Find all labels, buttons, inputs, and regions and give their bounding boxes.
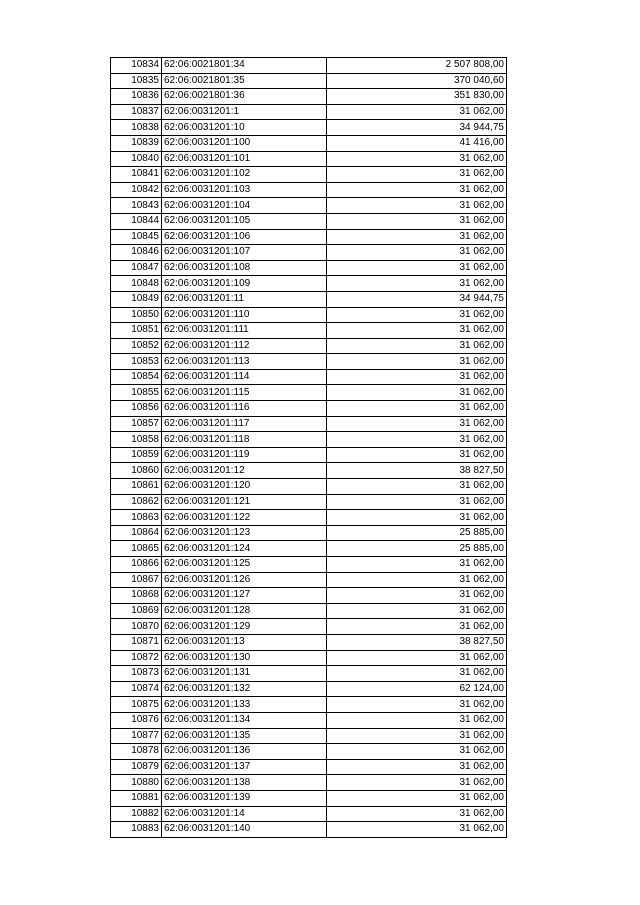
cadastral-number-cell: 62:06:0031201:104 xyxy=(162,198,327,214)
cadastral-value-cell: 41 416,00 xyxy=(327,135,507,151)
row-number-cell: 10872 xyxy=(111,650,162,666)
row-number-cell: 10868 xyxy=(111,588,162,604)
table-row xyxy=(111,634,507,650)
cadastral-number-cell: 62:06:0031201:133 xyxy=(162,697,327,713)
row-number-cell: 10844 xyxy=(111,213,162,229)
cadastral-number-cell: 62:06:0031201:121 xyxy=(162,494,327,510)
table-row xyxy=(111,401,507,417)
cadastral-value-cell: 31 062,00 xyxy=(327,603,507,619)
table-row xyxy=(111,494,507,510)
table-row xyxy=(111,432,507,448)
cadastral-value-cell: 31 062,00 xyxy=(327,167,507,183)
cadastral-number-cell: 62:06:0031201:131 xyxy=(162,666,327,682)
row-number-cell: 10850 xyxy=(111,307,162,323)
cadastral-value-cell: 31 062,00 xyxy=(327,354,507,370)
cadastral-value-cell: 31 062,00 xyxy=(327,697,507,713)
cadastral-value-cell: 31 062,00 xyxy=(327,822,507,838)
cadastral-number-cell: 62:06:0031201:100 xyxy=(162,135,327,151)
row-number-cell: 10878 xyxy=(111,744,162,760)
cadastral-number-cell: 62:06:0031201:129 xyxy=(162,619,327,635)
cadastral-value-cell: 25 885,00 xyxy=(327,525,507,541)
table-row xyxy=(111,557,507,573)
cadastral-number-cell: 62:06:0031201:113 xyxy=(162,354,327,370)
cadastral-value-cell: 34 944,75 xyxy=(327,120,507,136)
table-row xyxy=(111,525,507,541)
row-number-cell: 10865 xyxy=(111,541,162,557)
cadastral-value-cell: 31 062,00 xyxy=(327,447,507,463)
cadastral-value-cell: 31 062,00 xyxy=(327,759,507,775)
cadastral-number-cell: 62:06:0031201:132 xyxy=(162,681,327,697)
cadastral-number-cell: 62:06:0031201:130 xyxy=(162,650,327,666)
row-number-cell: 10846 xyxy=(111,245,162,261)
cadastral-value-cell: 31 062,00 xyxy=(327,728,507,744)
cadastral-number-cell: 62:06:0031201:111 xyxy=(162,323,327,339)
table-row xyxy=(111,120,507,136)
cadastral-number-cell: 62:06:0031201:114 xyxy=(162,369,327,385)
cadastral-value-cell: 31 062,00 xyxy=(327,229,507,245)
row-number-cell: 10838 xyxy=(111,120,162,136)
cadastral-value-cell: 31 062,00 xyxy=(327,213,507,229)
cadastral-number-cell: 62:06:0031201:126 xyxy=(162,572,327,588)
table-row xyxy=(111,229,507,245)
cadastral-value-cell: 31 062,00 xyxy=(327,806,507,822)
cadastral-value-cell: 38 827,50 xyxy=(327,634,507,650)
table-row xyxy=(111,213,507,229)
cadastral-number-cell: 62:06:0031201:10 xyxy=(162,120,327,136)
table-row xyxy=(111,650,507,666)
table-row xyxy=(111,619,507,635)
table-row xyxy=(111,510,507,526)
cadastral-number-cell: 62:06:0031201:107 xyxy=(162,245,327,261)
cadastral-value-cell: 34 944,75 xyxy=(327,291,507,307)
table-row xyxy=(111,385,507,401)
cadastral-number-cell: 62:06:0031201:12 xyxy=(162,463,327,479)
cadastral-number-cell: 62:06:0031201:105 xyxy=(162,213,327,229)
cadastral-number-cell: 62:06:0031201:124 xyxy=(162,541,327,557)
cadastral-number-cell: 62:06:0031201:118 xyxy=(162,432,327,448)
cadastral-number-cell: 62:06:0031201:11 xyxy=(162,291,327,307)
table-row xyxy=(111,276,507,292)
cadastral-value-cell: 31 062,00 xyxy=(327,416,507,432)
row-number-cell: 10856 xyxy=(111,401,162,417)
table-row xyxy=(111,135,507,151)
table-row xyxy=(111,728,507,744)
row-number-cell: 10874 xyxy=(111,681,162,697)
cadastral-number-cell: 62:06:0031201:138 xyxy=(162,775,327,791)
cadastral-number-cell: 62:06:0031201:116 xyxy=(162,401,327,417)
cadastral-value-cell: 31 062,00 xyxy=(327,775,507,791)
row-number-cell: 10866 xyxy=(111,557,162,573)
row-number-cell: 10841 xyxy=(111,167,162,183)
cadastral-value-cell: 31 062,00 xyxy=(327,494,507,510)
row-number-cell: 10849 xyxy=(111,291,162,307)
table-row xyxy=(111,697,507,713)
cadastral-value-cell: 31 062,00 xyxy=(327,744,507,760)
table-row xyxy=(111,822,507,838)
table-row xyxy=(111,167,507,183)
cadastral-value-cell: 31 062,00 xyxy=(327,666,507,682)
cadastral-value-cell: 25 885,00 xyxy=(327,541,507,557)
cadastral-number-cell: 62:06:0031201:139 xyxy=(162,790,327,806)
table-row xyxy=(111,58,507,74)
table-row xyxy=(111,790,507,806)
table-row xyxy=(111,712,507,728)
table-row xyxy=(111,291,507,307)
row-number-cell: 10870 xyxy=(111,619,162,635)
table-row xyxy=(111,463,507,479)
cadastral-number-cell: 62:06:0021801:36 xyxy=(162,89,327,105)
cadastral-value-cell: 31 062,00 xyxy=(327,369,507,385)
cadastral-value-cell: 31 062,00 xyxy=(327,151,507,167)
cadastral-number-cell: 62:06:0031201:110 xyxy=(162,307,327,323)
table-row xyxy=(111,198,507,214)
cadastral-number-cell: 62:06:0031201:106 xyxy=(162,229,327,245)
cadastral-value-cell: 31 062,00 xyxy=(327,432,507,448)
cadastral-number-cell: 62:06:0031201:102 xyxy=(162,167,327,183)
row-number-cell: 10869 xyxy=(111,603,162,619)
row-number-cell: 10873 xyxy=(111,666,162,682)
row-number-cell: 10857 xyxy=(111,416,162,432)
cadastral-value-cell: 31 062,00 xyxy=(327,338,507,354)
table-row xyxy=(111,307,507,323)
row-number-cell: 10883 xyxy=(111,822,162,838)
row-number-cell: 10848 xyxy=(111,276,162,292)
table-row xyxy=(111,666,507,682)
table-row xyxy=(111,104,507,120)
row-number-cell: 10876 xyxy=(111,712,162,728)
table-row xyxy=(111,338,507,354)
table-row xyxy=(111,603,507,619)
cadastral-value-cell: 31 062,00 xyxy=(327,260,507,276)
row-number-cell: 10845 xyxy=(111,229,162,245)
cadastral-number-cell: 62:06:0031201:140 xyxy=(162,822,327,838)
cadastral-value-cell: 31 062,00 xyxy=(327,401,507,417)
table-row xyxy=(111,806,507,822)
cadastral-number-cell: 62:06:0031201:120 xyxy=(162,479,327,495)
row-number-cell: 10859 xyxy=(111,447,162,463)
cadastral-value-cell: 370 040,60 xyxy=(327,73,507,89)
cadastral-number-cell: 62:06:0021801:35 xyxy=(162,73,327,89)
cadastral-number-cell: 62:06:0031201:103 xyxy=(162,182,327,198)
cadastral-number-cell: 62:06:0021801:34 xyxy=(162,58,327,74)
table-row xyxy=(111,260,507,276)
cadastral-value-cell: 31 062,00 xyxy=(327,182,507,198)
row-number-cell: 10842 xyxy=(111,182,162,198)
row-number-cell: 10879 xyxy=(111,759,162,775)
cadastral-value-cell: 31 062,00 xyxy=(327,510,507,526)
table-row xyxy=(111,354,507,370)
table-row xyxy=(111,572,507,588)
table-row xyxy=(111,479,507,495)
row-number-cell: 10855 xyxy=(111,385,162,401)
table-row xyxy=(111,416,507,432)
table-row xyxy=(111,323,507,339)
cadastral-number-cell: 62:06:0031201:128 xyxy=(162,603,327,619)
row-number-cell: 10854 xyxy=(111,369,162,385)
row-number-cell: 10847 xyxy=(111,260,162,276)
row-number-cell: 10864 xyxy=(111,525,162,541)
row-number-cell: 10839 xyxy=(111,135,162,151)
row-number-cell: 10871 xyxy=(111,634,162,650)
row-number-cell: 10843 xyxy=(111,198,162,214)
table-row xyxy=(111,588,507,604)
row-number-cell: 10867 xyxy=(111,572,162,588)
cadastral-number-cell: 62:06:0031201:127 xyxy=(162,588,327,604)
row-number-cell: 10835 xyxy=(111,73,162,89)
cadastral-number-cell: 62:06:0031201:119 xyxy=(162,447,327,463)
cadastral-number-cell: 62:06:0031201:14 xyxy=(162,806,327,822)
table-row xyxy=(111,245,507,261)
table-body xyxy=(111,58,507,838)
cadastral-number-cell: 62:06:0031201:123 xyxy=(162,525,327,541)
cadastral-number-cell: 62:06:0031201:109 xyxy=(162,276,327,292)
cadastral-number-cell: 62:06:0031201:122 xyxy=(162,510,327,526)
cadastral-number-cell: 62:06:0031201:136 xyxy=(162,744,327,760)
cadastral-number-cell: 62:06:0031201:125 xyxy=(162,557,327,573)
row-number-cell: 10840 xyxy=(111,151,162,167)
row-number-cell: 10861 xyxy=(111,479,162,495)
row-number-cell: 10851 xyxy=(111,323,162,339)
cadastral-value-cell: 31 062,00 xyxy=(327,712,507,728)
cadastral-number-cell: 62:06:0031201:108 xyxy=(162,260,327,276)
cadastral-value-cell: 31 062,00 xyxy=(327,479,507,495)
cadastral-value-cell: 31 062,00 xyxy=(327,104,507,120)
cadastral-value-cell: 31 062,00 xyxy=(327,790,507,806)
cadastral-number-cell: 62:06:0031201:1 xyxy=(162,104,327,120)
cadastral-value-cell: 31 062,00 xyxy=(327,198,507,214)
row-number-cell: 10852 xyxy=(111,338,162,354)
cadastral-value-cell: 62 124,00 xyxy=(327,681,507,697)
table-row xyxy=(111,541,507,557)
row-number-cell: 10834 xyxy=(111,58,162,74)
cadastral-value-table xyxy=(110,57,507,838)
cadastral-number-cell: 62:06:0031201:13 xyxy=(162,634,327,650)
row-number-cell: 10853 xyxy=(111,354,162,370)
cadastral-number-cell: 62:06:0031201:112 xyxy=(162,338,327,354)
cadastral-value-cell: 31 062,00 xyxy=(327,572,507,588)
cadastral-value-cell: 2 507 808,00 xyxy=(327,58,507,74)
table-row xyxy=(111,369,507,385)
table-row xyxy=(111,759,507,775)
cadastral-value-cell: 31 062,00 xyxy=(327,276,507,292)
table-row xyxy=(111,151,507,167)
table-row xyxy=(111,681,507,697)
row-number-cell: 10881 xyxy=(111,790,162,806)
row-number-cell: 10860 xyxy=(111,463,162,479)
cadastral-number-cell: 62:06:0031201:115 xyxy=(162,385,327,401)
cadastral-number-cell: 62:06:0031201:101 xyxy=(162,151,327,167)
table-row xyxy=(111,447,507,463)
cadastral-number-cell: 62:06:0031201:117 xyxy=(162,416,327,432)
cadastral-value-cell: 31 062,00 xyxy=(327,245,507,261)
cadastral-number-cell: 62:06:0031201:134 xyxy=(162,712,327,728)
table-row xyxy=(111,182,507,198)
row-number-cell: 10837 xyxy=(111,104,162,120)
table-row xyxy=(111,775,507,791)
table-row xyxy=(111,89,507,105)
cadastral-value-cell: 351 830,00 xyxy=(327,89,507,105)
row-number-cell: 10875 xyxy=(111,697,162,713)
row-number-cell: 10882 xyxy=(111,806,162,822)
table-row xyxy=(111,73,507,89)
row-number-cell: 10880 xyxy=(111,775,162,791)
cadastral-value-cell: 31 062,00 xyxy=(327,385,507,401)
cadastral-value-cell: 31 062,00 xyxy=(327,323,507,339)
row-number-cell: 10858 xyxy=(111,432,162,448)
cadastral-value-cell: 31 062,00 xyxy=(327,588,507,604)
row-number-cell: 10863 xyxy=(111,510,162,526)
cadastral-value-cell: 31 062,00 xyxy=(327,619,507,635)
cadastral-value-cell: 31 062,00 xyxy=(327,650,507,666)
cadastral-value-cell: 38 827,50 xyxy=(327,463,507,479)
row-number-cell: 10862 xyxy=(111,494,162,510)
row-number-cell: 10836 xyxy=(111,89,162,105)
table-row xyxy=(111,744,507,760)
row-number-cell: 10877 xyxy=(111,728,162,744)
cadastral-value-cell: 31 062,00 xyxy=(327,557,507,573)
cadastral-number-cell: 62:06:0031201:135 xyxy=(162,728,327,744)
cadastral-number-cell: 62:06:0031201:137 xyxy=(162,759,327,775)
cadastral-value-cell: 31 062,00 xyxy=(327,307,507,323)
